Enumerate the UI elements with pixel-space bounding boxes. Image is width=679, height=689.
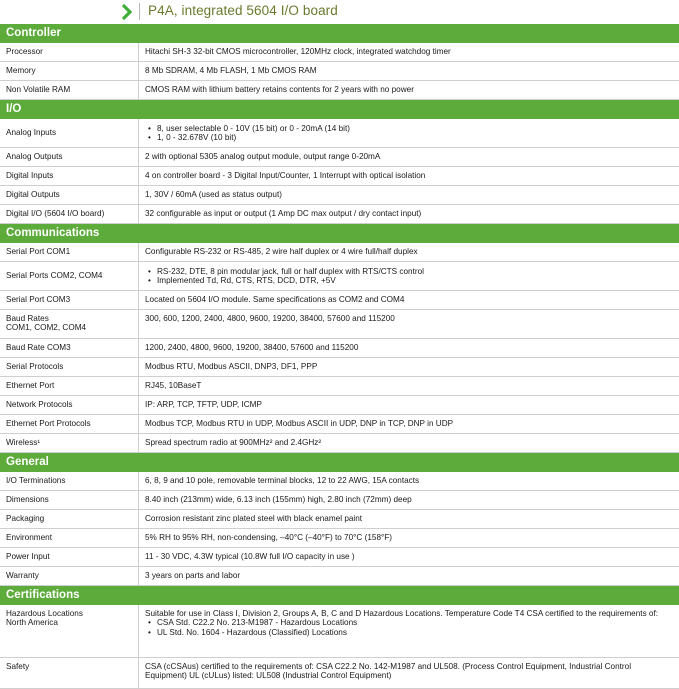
spec-label [0, 186, 139, 204]
spec-row [0, 339, 679, 358]
spec-value [139, 658, 679, 688]
spec-label [0, 548, 139, 566]
spec-value-text: 8 Mb SDRAM, 4 Mb FLASH, 1 Mb CMOS RAM [145, 66, 317, 76]
spec-value [139, 291, 679, 309]
spec-label-line: Serial Port COM3 [6, 295, 71, 305]
spec-label [0, 310, 139, 338]
spec-value-text: 8.40 inch (213mm) wide, 6.13 inch (155mm) high, 2.80 inch (72mm) deep [145, 495, 412, 505]
title-bar [0, 0, 679, 24]
spec-value [139, 472, 679, 490]
spec-value [139, 81, 679, 99]
spec-label-line: Network Protocols [6, 400, 73, 410]
spec-value [139, 434, 679, 452]
spec-value-text: Modbus RTU, Modbus ASCII, DNP3, DF1, PPP [145, 362, 318, 372]
spec-row [0, 43, 679, 62]
spec-bullet-item: • 1, 0 - 32.678V (10 bit) [157, 133, 673, 142]
section-header: Controller [0, 24, 679, 43]
spec-label [0, 377, 139, 395]
spec-label-line: Memory [6, 66, 36, 76]
spec-value-text: Located on 5604 I/O module. Same specifications as COM2 and COM4 [145, 295, 405, 305]
spec-label [0, 510, 139, 528]
chevron-right-icon [121, 3, 133, 21]
spec-value [139, 377, 679, 395]
spec-label-line: Analog Outputs [6, 152, 63, 162]
spec-value-text: Corrosion resistant zinc plated steel with black enamel paint [145, 514, 363, 524]
spec-label-line: Ethernet Port Protocols [6, 419, 91, 429]
spec-label [0, 491, 139, 509]
spec-row [0, 358, 679, 377]
spec-value [139, 262, 679, 290]
spec-value-text: 11 - 30 VDC, 4.3W typical (10.8W full I/O capacity in use ) [145, 552, 355, 562]
spec-value-text: 2 with optional 5305 analog output module, output range 0-20mA [145, 152, 381, 162]
spec-value-text: 1200, 2400, 4800, 9600, 19200, 38400, 57600 and 115200 [145, 343, 359, 353]
spec-label-line: Digital Inputs [6, 171, 54, 181]
spec-bullet-list [145, 124, 673, 143]
page-title: P4A, integrated 5604 I/O board [148, 3, 338, 18]
spec-label-line: Safety [6, 662, 30, 671]
spec-label [0, 81, 139, 99]
spec-value [139, 529, 679, 547]
spec-value [139, 205, 679, 223]
spec-value [139, 310, 679, 338]
spec-label [0, 358, 139, 376]
spec-value [139, 510, 679, 528]
spec-row [0, 529, 679, 548]
spec-label-line: Digital Outputs [6, 190, 60, 200]
spec-label [0, 205, 139, 223]
spec-row [0, 510, 679, 529]
title-divider [139, 3, 140, 20]
spec-label [0, 434, 139, 452]
spec-value [139, 548, 679, 566]
spec-label-line: Analog Inputs [6, 128, 57, 138]
spec-value [139, 62, 679, 80]
spec-value-text: 300, 600, 1200, 2400, 4800, 9600, 19200, 38400, 57600 and 115200 [145, 314, 395, 323]
spec-value-text: 5% RH to 95% RH, non-condensing, –40°C (–40°F) to 70°C (158°F) [145, 533, 393, 543]
section-header: Communications [0, 224, 679, 243]
spec-label-line: Baud Rate COM3 [6, 343, 71, 353]
spec-value [139, 358, 679, 376]
spec-label [0, 243, 139, 261]
spec-value [139, 43, 679, 61]
spec-row [0, 396, 679, 415]
spec-row [0, 81, 679, 100]
spec-value-text: 32 configurable as input or output (1 Amp DC max output / dry contact input) [145, 209, 422, 219]
spec-label [0, 291, 139, 309]
spec-label-line: Serial Ports COM2, COM4 [6, 271, 103, 281]
spec-row [0, 205, 679, 224]
spec-label-line: I/O Terminations [6, 476, 66, 486]
spec-label-line: Baud Rates [6, 314, 49, 323]
spec-row [0, 567, 679, 586]
spec-value-text: 1, 30V / 60mA (used as status output) [145, 190, 282, 200]
spec-label-line: Environment [6, 533, 52, 543]
spec-value-text: Hitachi SH-3 32-bit CMOS microcontroller, 120MHz clock, integrated watchdog timer [145, 47, 451, 57]
spec-label [0, 62, 139, 80]
spec-value [139, 605, 679, 657]
spec-label [0, 148, 139, 166]
spec-value [139, 148, 679, 166]
spec-value [139, 119, 679, 147]
spec-label-line: Wireless¹ [6, 438, 41, 448]
spec-label-line: Packaging [6, 514, 45, 524]
spec-value [139, 396, 679, 414]
spec-label [0, 339, 139, 357]
spec-row [0, 62, 679, 81]
spec-bullet-item: • UL Std. No. 1604 - Hazardous (Classified) Locations [157, 628, 673, 637]
spec-row [0, 262, 679, 291]
spec-table [0, 24, 679, 689]
spec-label-line: North America [6, 618, 58, 628]
spec-label [0, 567, 139, 585]
spec-value [139, 567, 679, 585]
spec-label [0, 605, 139, 657]
spec-label-line: COM1, COM2, COM4 [6, 323, 87, 333]
spec-label-line: Processor [6, 47, 43, 57]
spec-value-text: IP: ARP, TCP, TFTP, UDP, ICMP [145, 400, 262, 410]
section-header: Certifications [0, 586, 679, 605]
spec-value-text: RJ45, 10BaseT [145, 381, 202, 391]
spec-row [0, 186, 679, 205]
spec-label [0, 262, 139, 290]
spec-row [0, 548, 679, 567]
spec-bullet-list [145, 267, 673, 286]
spec-value-text: Spread spectrum radio at 900MHz² and 2.4GHz² [145, 438, 322, 448]
section-header: General [0, 453, 679, 472]
spec-value [139, 186, 679, 204]
spec-label [0, 472, 139, 490]
spec-value [139, 415, 679, 433]
spec-label [0, 529, 139, 547]
spec-row [0, 167, 679, 186]
spec-value-text: Configurable RS-232 or RS-485, 2 wire half duplex or 4 wire full/half duplex [145, 247, 418, 257]
spec-value [139, 491, 679, 509]
spec-label-line: Serial Port COM1 [6, 247, 71, 257]
spec-label-line: Serial Protocols [6, 362, 64, 372]
spec-row [0, 243, 679, 262]
spec-value-text: Modbus TCP, Modbus RTU in UDP, Modbus ASCII in UDP, DNP in TCP, DNP in UDP [145, 419, 454, 429]
spec-value-text: 3 years on parts and labor [145, 571, 241, 581]
spec-value-text: 4 on controller board - 3 Digital Input/Counter, 1 Interrupt with optical isolation [145, 171, 426, 181]
spec-value-text: CSA (cCSAus) certified to the requirements of: CSA C22.2 No. 142-M1987 and UL508. (Process Control Equipment, Industrial Control Equipment) UL (cULus) listed: UL508 (Industrial Control Equipment) [145, 662, 632, 681]
spec-label-line: Non Volatile RAM [6, 85, 71, 95]
spec-label [0, 167, 139, 185]
spec-label-line: Hazardous Locations [6, 609, 83, 618]
spec-value [139, 243, 679, 261]
spec-bullet-item: • Implemented Td, Rd, CTS, RTS, DCD, DTR, +5V [157, 276, 673, 285]
spec-row [0, 491, 679, 510]
spec-label-line: Ethernet Port [6, 381, 55, 391]
spec-label-line: Warranty [6, 571, 39, 581]
spec-row [0, 434, 679, 453]
spec-row [0, 415, 679, 434]
spec-row [0, 605, 679, 658]
section-header: I/O [0, 100, 679, 119]
spec-value-text: CMOS RAM with lithium battery retains contents for 2 years with no power [145, 85, 414, 95]
spec-value-text: Suitable for use in Class I, Division 2, Groups A, B, C and D Hazardous Locations. Temperature Code T4 CSA certified to the requirements of: [145, 609, 659, 618]
spec-row [0, 658, 679, 689]
spec-bullet-item: • RS-232, DTE, 8 pin modular jack, full or half duplex with RTS/CTS control [157, 267, 673, 276]
spec-value [139, 339, 679, 357]
spec-label-line: Power Input [6, 552, 50, 562]
spec-bullet-item: • 8, user selectable 0 - 10V (15 bit) or 0 - 20mA (14 bit) [157, 124, 673, 133]
spec-bullet-item: • CSA Std. C22.2 No. 213-M1987 - Hazardous Locations [157, 618, 673, 627]
spec-value-text: 6, 8, 9 and 10 pole, removable terminal blocks, 12 to 22 AWG, 15A contacts [145, 476, 420, 486]
spec-value [139, 167, 679, 185]
spec-row [0, 310, 679, 339]
spec-label [0, 415, 139, 433]
spec-bullet-list [145, 618, 673, 637]
spec-row [0, 291, 679, 310]
spec-row [0, 148, 679, 167]
spec-row [0, 119, 679, 148]
spec-row [0, 472, 679, 491]
spec-label [0, 658, 139, 688]
spec-row [0, 377, 679, 396]
spec-label [0, 119, 139, 147]
spec-label-line: Dimensions [6, 495, 49, 505]
spec-label [0, 396, 139, 414]
spec-label [0, 43, 139, 61]
spec-label-line: Digital I/O (5604 I/O board) [6, 209, 105, 219]
